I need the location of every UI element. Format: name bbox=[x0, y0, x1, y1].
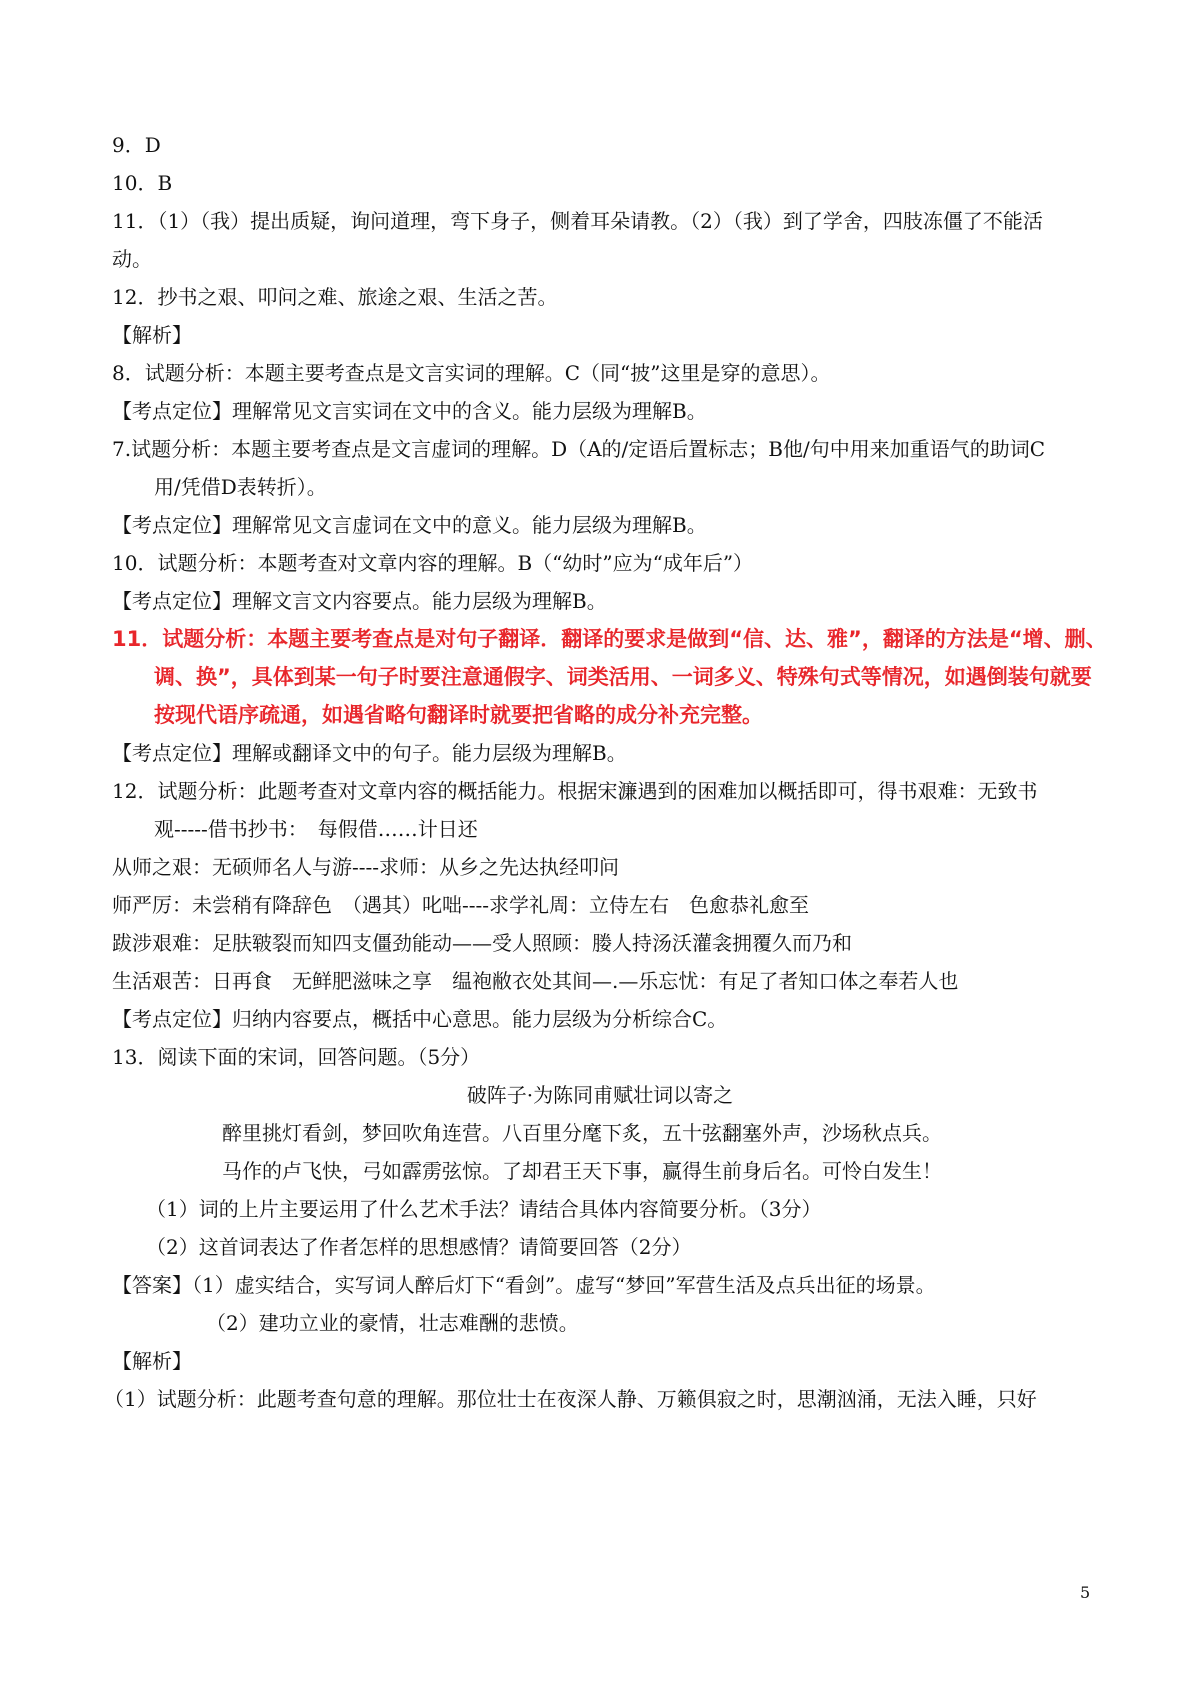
analysis-heading: 【解析】 bbox=[112, 323, 192, 347]
key-point-12: 【考点定位】归纳内容要点，概括中心意思。能力层级为分析综合C。 bbox=[112, 1007, 728, 1031]
key-point-8: 【考点定位】理解常见文言实词在文中的含义。能力层级为理解B。 bbox=[112, 399, 707, 423]
analysis-13-1: （1）试题分析：此题考查句意的理解。那位壮士在夜深人静、万籁俱寂之时，思潮汹涌，无法入睡，只好 bbox=[104, 1387, 1037, 1411]
analysis-8: 8．试题分析：本题主要考查点是文言实词的理解。C（同“披”这里是穿的意思）。 bbox=[112, 361, 831, 385]
answer-11-cont: 动。 bbox=[112, 247, 152, 271]
analysis-12-cont: 观-----借书抄书： 每假借……计日还 bbox=[154, 817, 478, 841]
key-point-11: 【考点定位】理解或翻译文中的句子。能力层级为理解B。 bbox=[112, 741, 627, 765]
key-point-10: 【考点定位】理解文言文内容要点。能力层级为理解B。 bbox=[112, 589, 607, 613]
page-number: 5 bbox=[1080, 1583, 1091, 1602]
answer-13: 【答案】（1）虚实结合，实写词人醉后灯下“看剑”。虚写“梦回”军营生活及点兵出征的场景。 bbox=[112, 1273, 936, 1297]
analysis-11-highlight: 11．试题分析：本题主要考查点是对句子翻译．翻译的要求是做到“信、达、雅”，翻译的方法是“增、删、 bbox=[112, 627, 1107, 651]
question-13-1: （1）词的上片主要运用了什么艺术手法？请结合具体内容简要分析。（3分） bbox=[146, 1197, 822, 1221]
question-13: 13．阅读下面的宋词，回答问题。（5分） bbox=[112, 1045, 481, 1069]
analysis-12-item-life: 生活艰苦：日再食 无鲜肥滋味之享 缊袍敝衣处其间—.—乐忘忧：有足了者知口体之奉若人也 bbox=[112, 969, 959, 993]
analysis-12: 12．试题分析：此题考查对文章内容的概括能力。根据宋濂遇到的困难加以概括即可，得书艰难：无致书 bbox=[112, 779, 1038, 803]
answer-11: 11．（1）（我）提出质疑，询问道理，弯下身子，侧着耳朵请教。（2）（我）到了学舍，四肢冻僵了不能活 bbox=[112, 209, 1043, 233]
analysis-11-highlight-cont2: 按现代语序疏通，如遇省略句翻译时就要把省略的成分补充完整。 bbox=[154, 703, 763, 727]
answer-13-2: （2）建功立业的豪情，壮志难酬的悲愤。 bbox=[206, 1311, 579, 1335]
answer-10: 10．B bbox=[112, 171, 173, 195]
answer-12: 12．抄书之艰、叩问之难、旅途之艰、生活之苦。 bbox=[112, 285, 558, 309]
analysis-7-cont: 用/凭借D表转折）。 bbox=[154, 475, 327, 499]
analysis-7: 7.试题分析：本题主要考查点是文言虚词的理解。D（A的/定语后置标志；B他/句中用来加重语气的助词C bbox=[112, 437, 1046, 461]
analysis-12-item-journey: 跋涉艰难：足肤皲裂而知四支僵劲能动——受人照顾：媵人持汤沃灌衾拥覆久而乃和 bbox=[112, 931, 852, 955]
analysis-11-highlight-cont1: 调、换”，具体到某一句子时要注意通假字、词类活用、一词多义、特殊句式等情况，如遇倒装句就要 bbox=[154, 665, 1092, 689]
poem-line-1: 醉里挑灯看剑，梦回吹角连营。八百里分麾下炙，五十弦翻塞外声，沙场秋点兵。 bbox=[222, 1121, 942, 1145]
analysis-heading-13: 【解析】 bbox=[112, 1349, 192, 1373]
answer-9: 9．D bbox=[112, 133, 161, 157]
key-point-7: 【考点定位】理解常见文言虚词在文中的意义。能力层级为理解B。 bbox=[112, 513, 707, 537]
poem-title: 破阵子·为陈同甫赋壮词以寄之 bbox=[466, 1083, 734, 1107]
analysis-12-item-teacher: 从师之艰：无硕师名人与游----求师：从乡之先达执经叩问 bbox=[112, 855, 620, 879]
analysis-10: 10．试题分析：本题考查对文章内容的理解。B（“幼时”应为“成年后”） bbox=[112, 551, 754, 575]
analysis-12-item-strict: 师严厉：未尝稍有降辞色 （遇其）叱咄----求学礼周：立侍左右 色愈恭礼愈至 bbox=[112, 893, 810, 917]
question-13-2: （2）这首词表达了作者怎样的思想感情？请简要回答（2分） bbox=[146, 1235, 692, 1259]
poem-line-2: 马作的卢飞快，弓如霹雳弦惊。了却君王天下事，赢得生前身后名。可怜白发生！ bbox=[222, 1159, 942, 1183]
